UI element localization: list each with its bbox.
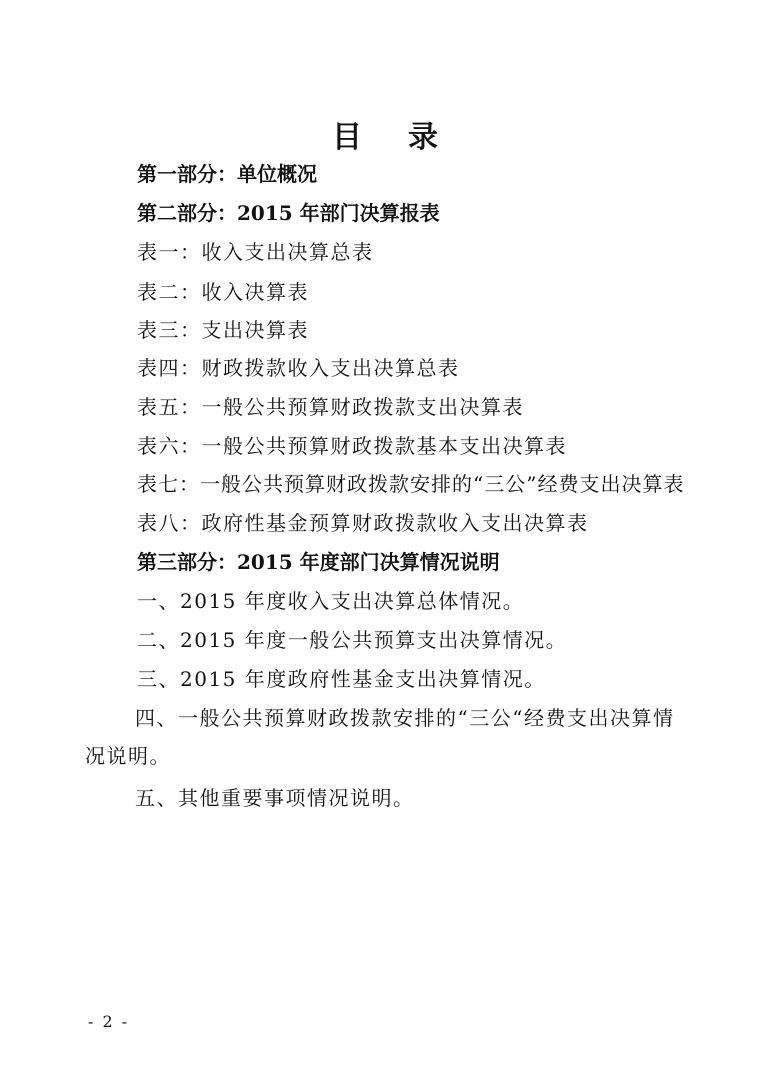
toc-table-2: 表二：收入决算表 [137, 280, 309, 304]
toc-table-5: 表五：一般公共预算财政拨款支出决算表 [137, 395, 524, 419]
toc-part-3: 第三部分：2015 年度部门决算情况说明 [137, 550, 500, 574]
toc-table-3: 表三：支出决算表 [137, 318, 309, 342]
toc-part-1: 第一部分：单位概况 [137, 162, 317, 186]
toc-item-1: 一、2015 年度收入支出决算总体情况。 [137, 589, 525, 613]
page-number: - 2 - [88, 1012, 130, 1031]
toc-table-1: 表一：收入支出决算总表 [137, 240, 374, 264]
toc-table-7: 表七：一般公共预算财政拨款安排的“三公”经费支出决算表 [137, 472, 685, 496]
toc-title: 目录 [332, 120, 484, 155]
toc-item-5: 五、其他重要事项情况说明。 [135, 786, 415, 810]
toc-item-2: 二、2015 年度一般公共预算支出决算情况。 [137, 628, 568, 652]
toc-item-4: 四、一般公共预算财政拨款安排的“三公“经费支出决算情况说明。 [85, 706, 675, 768]
toc-part-2: 第二部分：2015 年部门决算报表 [137, 201, 440, 225]
toc-item-3: 三、2015 年度政府性基金支出决算情况。 [137, 667, 546, 691]
toc-table-8: 表八：政府性基金预算财政拨款收入支出决算表 [137, 511, 589, 535]
toc-table-4: 表四：财政拨款收入支出决算总表 [137, 356, 460, 380]
toc-table-6: 表六：一般公共预算财政拨款基本支出决算表 [137, 434, 567, 458]
